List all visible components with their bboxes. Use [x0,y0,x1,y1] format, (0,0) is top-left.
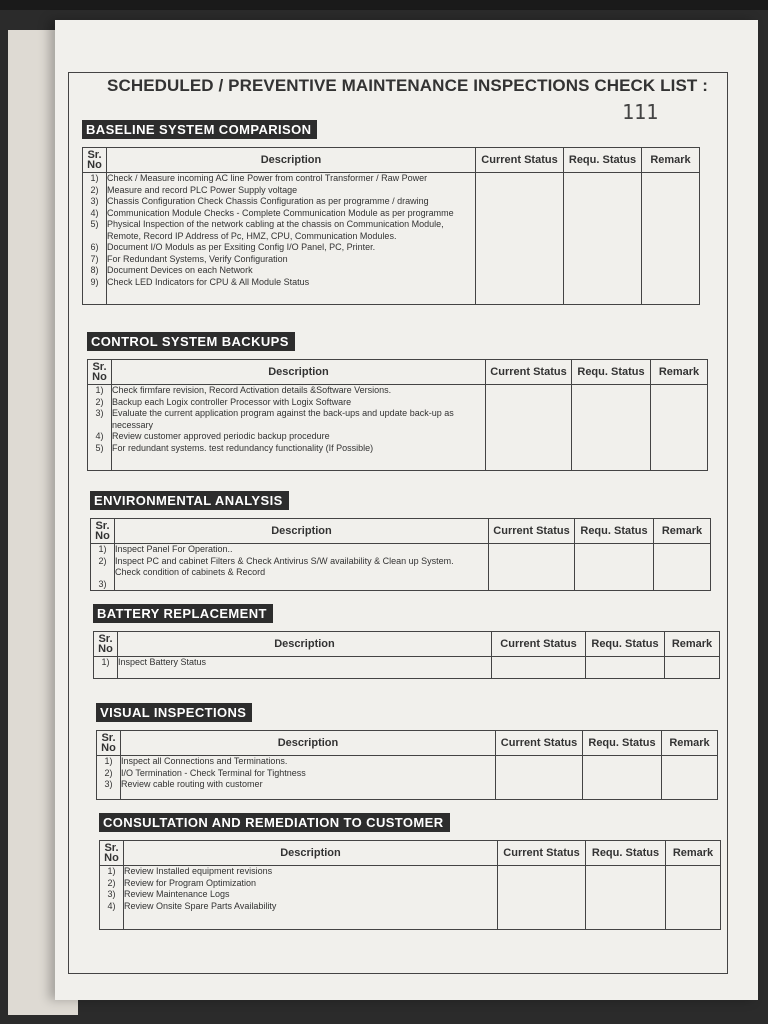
item-number: 3) [107,889,116,899]
column-header-remark: Remark [651,360,708,385]
column-header-description: Description [124,841,498,866]
list-item: Chassis Configuration Check Chassis Configuration as per programme / drawing [107,196,429,206]
column-header-current-status: Current Status [476,148,564,173]
column-header-requ-status: Requ. Status [586,841,666,866]
table-row [94,657,720,679]
column-header-sr-no: Sr. No [83,148,107,173]
remark-cell[interactable] [654,544,711,591]
item-number: 2) [95,396,104,407]
requ-status-cell[interactable] [572,385,651,471]
item-number: 1) [104,756,113,766]
item-descriptions [121,756,496,800]
item-numbers [97,756,121,800]
list-item: Check LED Indicators for CPU & All Module Status [107,276,310,287]
item-number: 3) [104,779,113,789]
remark-cell[interactable] [665,657,720,679]
list-item: I/O Termination - Check Terminal for Tightness [121,767,306,778]
list-item: Review Maintenance Logs [124,889,230,899]
checklist-table [82,147,700,305]
column-header-description: Description [121,731,496,756]
column-header-sr-no: Sr. No [88,360,112,385]
item-number: 4) [95,431,104,441]
section-heading: CONSULTATION AND REMEDIATION TO CUSTOMER [99,813,450,832]
remark-cell[interactable] [642,173,700,305]
list-item: Review cable routing with customer [121,779,263,789]
column-header-requ-status: Requ. Status [572,360,651,385]
column-header-current-status: Current Status [486,360,572,385]
checklist-table [87,359,708,471]
remark-cell[interactable] [651,385,708,471]
table-row [88,385,708,471]
item-number: 8) [90,265,99,275]
current-status-cell[interactable] [496,756,583,800]
column-header-current-status: Current Status [498,841,586,866]
list-item: Check condition of cabinets & Record [115,567,266,577]
list-item: Inspect Battery Status [118,657,207,667]
list-item: Evaluate the current application program against the back-ups and update back-up as necessary [112,408,454,430]
list-item: Measure and record PLC Power Supply voltage [107,184,298,195]
column-header-sr-no: Sr. No [100,841,124,866]
requ-status-cell[interactable] [583,756,662,800]
requ-status-cell[interactable] [575,544,654,591]
list-item: Document Devices on each Network [107,265,253,275]
section-heading: ENVIRONMENTAL ANALYSIS [90,491,289,510]
item-number: 1) [90,173,99,183]
item-descriptions [107,173,476,305]
list-item: Backup each Logix controller Processor with Logix Software [112,396,352,407]
item-number: 1) [101,657,110,667]
section-visual [96,703,718,800]
list-item: Check / Measure incoming AC line Power from control Transformer / Raw Power [107,173,428,183]
list-item: Physical Inspection of the network cabling at the chassis on Communication Module, Remote, Record IP Address of Pc, HMZ, CPU, Communication Modules. [107,219,444,241]
column-header-current-status: Current Status [489,519,575,544]
page-title: SCHEDULED / PREVENTIVE MAINTENANCE INSPECTIONS CHECK LIST : [107,76,708,95]
section-consultation [99,813,721,930]
list-item: Review Installed equipment revisions [124,866,273,876]
item-number: 2) [98,555,107,566]
item-number: 4) [107,900,116,911]
list-item: For Redundant Systems, Verify Configuration [107,253,288,264]
item-number: 5) [90,219,99,229]
list-item: Review customer approved periodic backup procedure [112,431,330,441]
column-header-requ-status: Requ. Status [586,632,665,657]
column-header-description: Description [115,519,489,544]
section-baseline [82,120,700,305]
item-number: 9) [90,276,99,287]
item-descriptions [124,866,498,930]
column-header-remark: Remark [665,632,720,657]
table-header-row [83,148,700,173]
current-status-cell[interactable] [489,544,575,591]
page-number: 111 [622,100,659,124]
item-number: 3) [98,578,107,589]
table-header-row [97,731,718,756]
current-status-cell[interactable] [486,385,572,471]
list-item: Inspect Panel For Operation.. [115,544,233,554]
item-numbers [100,866,124,930]
requ-status-cell[interactable] [586,866,666,930]
item-number: 6) [90,242,99,252]
table-row [83,173,700,305]
column-header-remark: Remark [662,731,718,756]
item-number: 1) [107,866,116,876]
section-heading: BASELINE SYSTEM COMPARISON [82,120,317,139]
column-header-current-status: Current Status [492,632,586,657]
list-item: Review for Program Optimization [124,877,257,888]
item-numbers [94,657,118,679]
item-number: 2) [104,767,113,778]
section-backups [87,332,708,471]
item-numbers [83,173,107,305]
item-numbers [88,385,112,471]
list-item: For redundant systems. test redundancy functionality (If Possible) [112,442,374,453]
checklist-table [96,730,718,800]
column-header-remark: Remark [642,148,700,173]
list-item: Review Onsite Spare Parts Availability [124,900,277,911]
item-number: 7) [90,253,99,264]
item-number: 1) [98,544,107,554]
section-battery [93,604,720,679]
column-header-description: Description [107,148,476,173]
table-header-row [94,632,720,657]
column-header-sr-no: Sr. No [91,519,115,544]
column-header-requ-status: Requ. Status [583,731,662,756]
remark-cell[interactable] [666,866,721,930]
current-status-cell[interactable] [492,657,586,679]
item-number: 4) [90,207,99,218]
table-row [100,866,721,930]
column-header-current-status: Current Status [496,731,583,756]
current-status-cell[interactable] [476,173,564,305]
list-item: Inspect all Connections and Terminations. [121,756,288,766]
column-header-sr-no: Sr. No [97,731,121,756]
section-environmental [90,491,711,591]
item-number: 2) [107,877,116,888]
current-status-cell[interactable] [498,866,586,930]
list-item: Inspect PC and cabinet Filters & Check Antivirus S/W availability & Clean up System. [115,555,454,566]
table-header-row [100,841,721,866]
column-header-description: Description [118,632,492,657]
list-item: Check firmfare revision, Record Activation details &Software Versions. [112,385,392,395]
column-header-sr-no: Sr. No [94,632,118,657]
section-heading: BATTERY REPLACEMENT [93,604,273,623]
table-header-row [88,360,708,385]
item-number: 5) [95,442,104,453]
column-header-remark: Remark [654,519,711,544]
column-header-description: Description [112,360,486,385]
item-numbers [91,544,115,591]
item-number: 2) [90,184,99,195]
section-heading: VISUAL INSPECTIONS [96,703,252,722]
item-descriptions [115,544,489,591]
column-header-remark: Remark [666,841,721,866]
item-number: 3) [90,196,99,206]
column-header-requ-status: Requ. Status [564,148,642,173]
section-heading: CONTROL SYSTEM BACKUPS [87,332,295,351]
table-header-row [91,519,711,544]
scan-edge [0,0,768,10]
item-descriptions [118,657,492,679]
list-item: Document I/O Moduls as per Exsiting Config I/O Panel, PC, Printer. [107,242,376,252]
list-item: Communication Module Checks - Complete Communication Module as per programme [107,207,454,218]
checklist-table [93,631,720,679]
requ-status-cell[interactable] [586,657,665,679]
requ-status-cell[interactable] [564,173,642,305]
item-descriptions [112,385,486,471]
checklist-table [90,518,711,591]
remark-cell[interactable] [662,756,718,800]
item-number: 1) [95,385,104,395]
table-row [91,544,711,591]
item-number: 3) [95,408,104,418]
table-row [97,756,718,800]
column-header-requ-status: Requ. Status [575,519,654,544]
checklist-table [99,840,721,930]
